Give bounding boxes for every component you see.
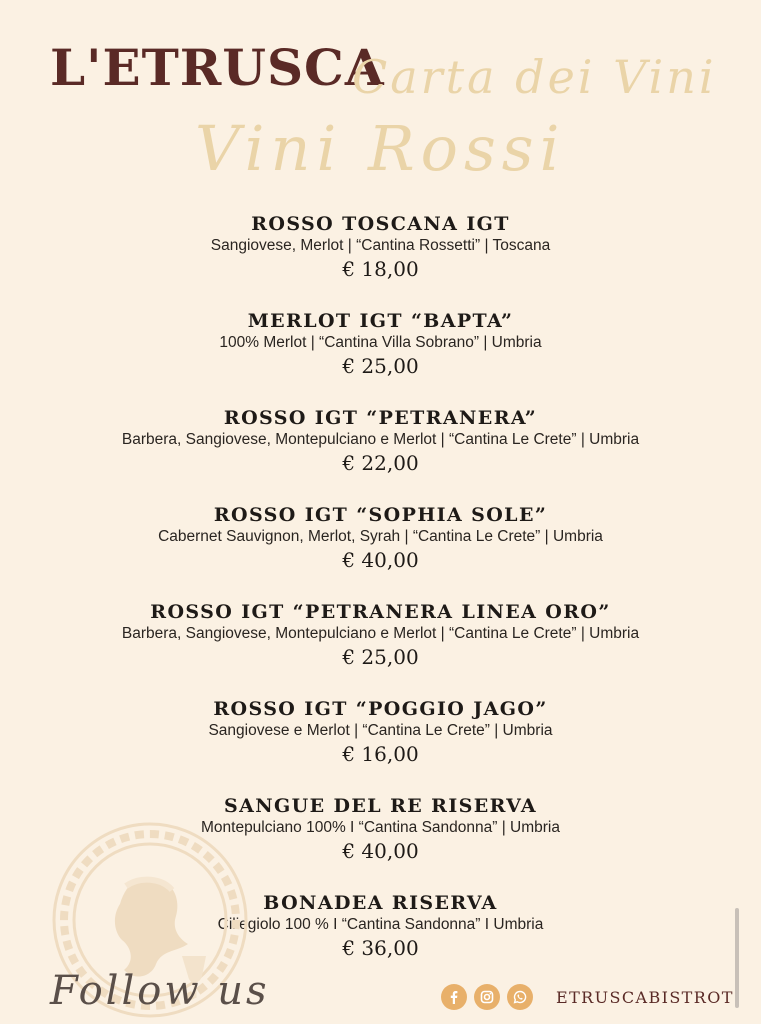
menu-subtitle: Carta dei Vini [352, 50, 717, 104]
wine-price: € 25,00 [342, 645, 419, 669]
social-links [441, 984, 734, 1010]
wine-name: ROSSO IGT “SOPHIA SOLE” [213, 504, 548, 526]
wine-description: Montepulciano 100% I “Cantina Sandonna” | Umbria [200, 819, 560, 836]
wine-name: ROSSO IGT “PETRANERA LINEA ORO” [150, 601, 611, 623]
brand-logo: L'ETRUSCA [50, 38, 385, 97]
wine-item [0, 697, 761, 790]
wine-description: 100% Merlot | “Cantina Villa Sobrano” | Umbria [219, 334, 542, 351]
wine-price: € 22,00 [342, 451, 419, 475]
wine-price: € 18,00 [342, 257, 419, 281]
wine-item [0, 406, 761, 499]
wine-price: € 25,00 [342, 354, 419, 378]
wine-description: Barbera, Sangiovese, Montepulciano e Merlot | “Cantina Le Crete” | Umbria [121, 625, 640, 642]
wine-price: € 16,00 [342, 742, 419, 766]
wine-item [0, 212, 761, 305]
wine-name: ROSSO TOSCANA IGT [251, 213, 510, 235]
wine-description: Sangiovese, Merlot | “Cantina Rossetti” | Toscana [210, 237, 551, 254]
wine-description: Sangiovese e Merlot | “Cantina Le Crete” | Umbria [208, 722, 553, 739]
section-title: Vini Rossi [195, 112, 566, 185]
wine-name: MERLOT IGT “BAPTA” [247, 310, 514, 332]
wine-price: € 36,00 [342, 936, 419, 960]
wine-item [0, 309, 761, 402]
wine-price: € 40,00 [342, 548, 419, 572]
scrollbar-thumb[interactable] [735, 908, 739, 1008]
wine-description: Cabernet Sauvignon, Merlot, Syrah | “Cantina Le Crete” | Umbria [158, 528, 603, 545]
wine-description: Ciliegiolo 100 % I “Cantina Sandonna” I Umbria [217, 916, 544, 933]
wine-price: € 40,00 [342, 839, 419, 863]
wine-name: BONADEA RISERVA [263, 892, 498, 914]
follow-us-label: Follow us [50, 968, 270, 1014]
wine-name: SANGUE DEL RE RISERVA [224, 795, 537, 817]
wine-item [0, 600, 761, 693]
wine-description: Barbera, Sangiovese, Montepulciano e Merlot | “Cantina Le Crete” | Umbria [121, 431, 640, 448]
social-handle[interactable]: ETRUSCABISTROT [556, 987, 734, 1007]
wine-name: ROSSO IGT “PETRANERA” [223, 407, 538, 429]
instagram-icon[interactable] [474, 984, 500, 1010]
whatsapp-icon[interactable] [507, 984, 533, 1010]
wine-item [0, 503, 761, 596]
facebook-icon[interactable] [441, 984, 467, 1010]
wine-name: ROSSO IGT “POGGIO JAGO” [213, 698, 548, 720]
